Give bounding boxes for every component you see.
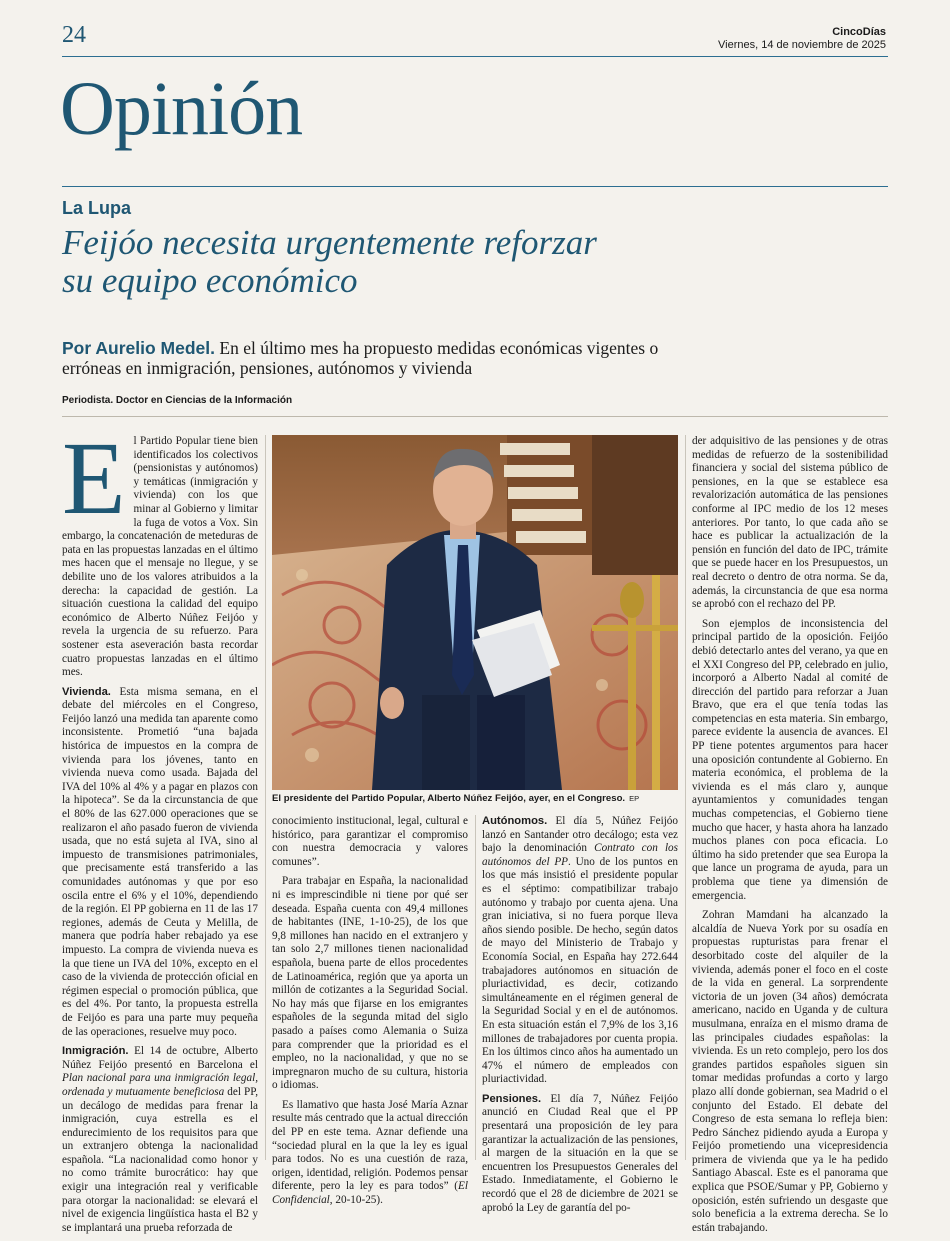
intro-paragraph [62,421,258,680]
autonomos-text-a: El día 5, Núñez Feijóo lanzó en Santander otro decálogo; esta vez bajo la denominación [482,815,678,855]
text-column-1 [62,421,259,1241]
column-divider-1 [265,435,266,1160]
aznar-quote: Es llamativo que hasta José María Aznar resulte más centrado que la actual dirección del PP en este tema. Aznar defiende una “sociedad plural en la que la ley es igual para todos. No es una cuestión de raza, origen, identidad, religión. Podemos pensar diferente, pero la ley es para todos” ( [272,1098,468,1193]
article-photo [272,435,678,790]
inmigracion-plan-title: Plan nacional para una inmigración legal, ordenada y mutuamente beneficiosa [62,1072,258,1098]
col2-paragraph-1: conocimiento institucional, legal, cultural e histórico, para garantizar el compromiso con nuestra democracia y valores comunes”. [272,815,468,868]
pensiones-paragraph [482,1093,678,1215]
column-kicker: La Lupa [62,198,132,218]
inmigracion-paragraph [62,1045,258,1235]
author-bio: Periodista. Doctor en Ciencias de la Información [62,395,293,406]
deck [62,338,702,378]
newspaper-name: CincoDías [832,26,886,38]
text-column-2 [272,815,468,1214]
col2-paragraph-2: Para trabajar en España, la nacionalidad ni es imprescindible ni tiene por qué ser deseada. España cuenta con 49,4 millones de habitantes (INE, 1-10-25), de los que 9,8 millones han nacido en el extranjero y tan solo 2,7 millones tienen nacionalidad española, buena parte de ellos procedentes de Latinoamérica, región que ya aporta un millón de cotizantes a la Seguridad Social. No hay más que fijarse en los emigrantes españoles de la segunda mitad del siglo pasado a países como Alemania o Suiza para comprender que la prioridad es el empleo, no la nacionalidad, y que no se impregnaron mucho de su cultura, historia o idiomas. [272,875,468,1092]
text-column-3 [482,815,678,1221]
top-rule [62,56,888,57]
quote-source: El Confidencial [272,1180,468,1207]
col4-paragraph-2: Son ejemplos de inconsistencia del principal partido de la oposición. Feijóo debió detectarlo antes del verano, ya que en el XXI Congreso del PP, celebrado en julio, incorporó a Alberto Nadal al comité de dirección del partido para reforzar a Juan Bravo, que era el que tenía todas las competencias en esta materia. Sin embargo, parece evidente la ausencia de avances. El PP tiene potentes argumentos para hacer una oposición contundente al Gobierno. En materia económica, el problema de la vivienda es el más claro y, aunque ayuntamientos y comunidades tengan muchas competencias, el Gobierno tiene mucho que hacer, y hasta ahora ha lanzado muchos planes con poca eficacia. Lo último ha sido pretender que sea Europa la que lance un programa de ayuda, para un problema que tiene ya dimensión de emergencia. [692,617,888,902]
issue-date: Viernes, 14 de noviembre de 2025 [718,39,886,51]
section-rule [62,186,888,187]
col4-paragraph-3: Zohran Mamdani ha alcanzado la alcaldía de Nueva York por su osadía en propuestas rupturistas para frenar el desorbitado coste del alquiler de la vivienda, además poner el foco en el coste de la vida en general. La sorprendente victoria de un joven (34 años) demócrata americano, nacido en Uganda y de cultura musulmana, enraíza en el mismo drama de las principales ciudades españolas: la vivienda. Es un reto complejo, pero los dos grandes partidos españoles siguen sin tomar medidas profundas a corto y largo plazo allí donde gobiernan, sea Madrid o el conjunto del Estado. El debate del Congreso de esta semana lo refleja bien: Pedro Sánchez pidiendo ayuda a Europa y Feijóo prometiendo una vicepresidencia primera de vivienda que ya le ha pedido Santiago Abascal. Este es el panorama que explica que PSOE/Sumar y PP, Gobierno y oposición, estén sufriendo un desgaste que solo beneficia a la extrema derecha. Se lo están trabajando. [692,909,888,1234]
photo-caption [272,793,678,805]
byline-rule [62,416,888,417]
inmigracion-text-b: del PP, un decálogo de medidas para frenar la inmigración, cuya estrella es el endurecimiento de los requisitos para que un extranjero obtenga la nacionalidad española. “La nacionalidad como honor y no como trámite burocrático: hay que exigir una integración real y verificable para otorgar la nacionalidad: se elevará el nivel de exigencia lingüística hasta el B2 y se implantará una prueba reforzada de [62,1085,258,1234]
page-number: 24 [62,22,86,48]
quote-date: , 20-10-25). [329,1194,383,1207]
vivienda-text: Esta misma semana, en el debate del miércoles en el Congreso, Feijóo lanzó una medida tan aparente como inconsistente. Prometió “una bajada histórica de impuestos en la compra de vivienda para los jóvenes, tanto en vivienda nueva como usada. Bajada del IVA del 10% al 4% y a pagar en plazos con la hipoteca”. Se da la circunstancia de que el 80% de las 627.000 operaciones que se realizaron el año pasado fueron de vivienda usada, que no está sujeta al IVA, sino al impuesto de transmisiones patrimoniales, que precisamente está transferido a las comunidades autónomas y que por eso oscila entre el 6% y el 10%, dependiendo de la región. El PP gobierna en 11 de las 17 regiones, además de Ceuta y Melilla, de manera que podría haber rebajado ya ese impuesto. La compra de vivienda nueva es la que tiene un IVA del 10%, excepto en el caso de la vivienda de protección oficial en régimen especial o promoción pública, que es del 4%. Por tanto, la propuesta estrella de Feijóo es para una parte muy pequeña de las operaciones, resuelve muy poco. [62,685,259,1038]
intro-text: l Partido Popular tiene bien identificados los colectivos (pensionistas y autónomos) y temáticas (inmigración y vivienda) con los que minar al Gobierno y limitar la fuga de votos a Vox. Sin embargo, la concatenación de meteduras de pata en las propuestas lanzadas en el último mes hacen que el mensaje no llegue, y se debilite uno de los valores atribuidos a la derecha: la capacidad de gestión. La situación cuestiona la calidad del equipo económico de Alberto Núñez Feijóo y revela la urgencia de su refuerzo. Para sostener esta aseveración basta recordar cuatro propuestas lanzadas en el último mes. [62,435,258,679]
caption-text: El presidente del Partido Popular, Alberto Núñez Feijóo, ayer, en el Congreso. [272,793,626,804]
autonomos-paragraph [482,815,678,1087]
feijoo-photo-illustration [272,435,678,790]
column-divider-3 [685,435,686,1160]
col4-paragraph-1: der adquisitivo de las pensiones y de otras medidas de refuerzo de la sostenibilidad financiera y social del sistema público de pensiones, en la que se establece esa revalorización automática de las pensiones conforme al IPC medio de los 12 meses anteriores. Por tanto, lo que cada año se hace es publicar la actualización de la pensión en función del dato de IPC, trámite que se puede hacer en los Presupuestos, un real decreto o dentro de otra norma. Se da, además, la circunstancia de que esa norma se aprobó con el rechazo del PP. [692,435,888,611]
deck-summary: En el último mes ha propuesto medidas económicas vigentes o erróneas en inmigración, pensiones, autónomos y vivienda [62,338,659,378]
autonomos-contract-title: Contrato con los autónomos del PP [482,842,679,868]
drop-cap: E [62,421,126,536]
text-column-4 [692,435,888,1241]
autonomos-label: Autónomos. [482,815,548,827]
column-divider-2 [475,815,476,1160]
autonomos-text-b: . Uno de los puntos en los que más insistió el presidente popular es el séptimo: compatibilizar trabajo autónomo y trabajo por cuenta ajena. Una gran iniciativa, si no fuera porque lleva años siendo posible. De hecho, según datos de mayo del Ministerio de Trabajo y Economía Social, en España hay 272.644 trabajadores autónomos en situación de pluriactividad, es decir, cotizando simultáneamente en el régimen general de la Seguridad Social y en el de autónomos. En esta situación están el 7,9% de los 3,16 millones de trabajadores por cuenta propia. En los últimos cinco años ha aumentado un 47% el número de empleados con pluriactividad. [482,855,678,1086]
inmigracion-label: Inmigración. [62,1045,129,1058]
byline: Por Aurelio Medel. [62,338,215,358]
pensiones-label: Pensiones. [482,1092,542,1105]
vivienda-label: Vivienda. [62,685,111,698]
masthead [718,26,886,52]
pensiones-text: El día 7, Núñez Feijóo anunció en Ciudad Real que el PP presentará una proposición de ley para garantizar la actualización de las pensiones, al margen de la situación en la que se encuentren los Presupuestos Generales del Estado. Inmediatamente, el Gobierno le recordó que el 28 de diciembre de 2021 se aprobó la Ley de garantía del po- [482,1092,679,1214]
section-title: Opinión [60,67,303,151]
col2-paragraph-3 [272,1099,468,1208]
inmigracion-text-a: El 14 de octubre, Alberto Núñez Feijóo presentó en Barcelona el [62,1045,258,1071]
vivienda-paragraph [62,686,258,1039]
headline: Feijóo necesita urgentemente reforzar su equipo económico [62,223,597,300]
photo-credit: EP [629,794,640,803]
